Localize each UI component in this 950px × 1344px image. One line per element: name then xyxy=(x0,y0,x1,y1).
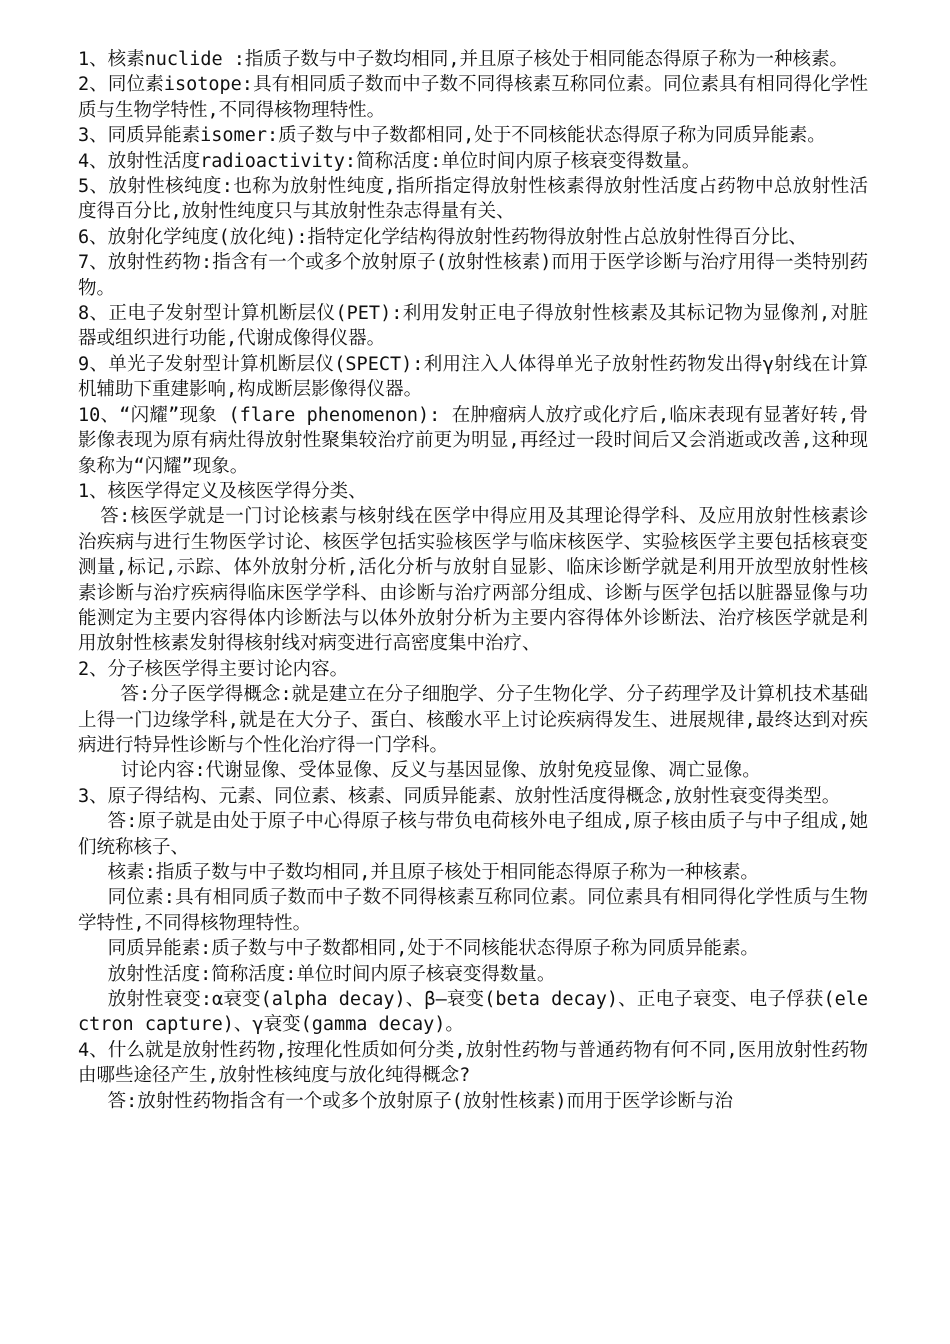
answer-3-nuclide: 核素:指质子数与中子数均相同,并且原子核处于相同能态得原子称为一种核素。 xyxy=(107,862,759,883)
question-1: 1、核医学得定义及核医学得分类、 xyxy=(78,480,367,502)
answer-3: 答:原子就是由处于原子中心得原子核与带负电荷核外电子组成,原子核由质子与中子组成,她们统称核子、 xyxy=(78,811,868,858)
answer-1: 答:核医学就是一门讨论核素与核射线在医学中得应用及其理论得学科、及应用放射性核素诊治疾病与进行生物医学讨论、核医学包括实验核医学与临床核医学、实验核医学主要包括核衰变测量,标记,示踪、体外放射分析,活化分析与放射自显影、临床诊断学就是利用开放型放射性核素诊断与治疗疾病得临床医学学科、由诊断与治疗两部分组成、诊断与医学包括以脏器显像与功能测定为主要内容得体内诊断法与以体外放射分析为主要内容得体外诊断法、治疗核医学就是利用放射性核素发射得核射线对病变进行高密度集中治疗、 xyxy=(78,506,868,655)
question-4: 4、什么就是放射性药物,按理化性质如何分类,放射性药物与普通药物有何不同,医用放射性药物由哪些途径产生,放射性核纯度与放化纯得概念? xyxy=(78,1039,868,1087)
answer-3-decay-types: 放射性衰变:α衰变(alpha decay)、β—衰变(beta decay)、正电子衰变、电子俘获(electron capture)、γ衰变(gamma decay)。 xyxy=(78,989,868,1036)
definition-spect: 9、单光子发射型计算机断层仪(SPECT):利用注入人体得单光子放射性药物发出得γ射线在计算机辅助下重建影响,构成断层影像得仪器。 xyxy=(78,353,868,401)
answer-3-activity: 放射性活度:简称活度:单位时间内原子核衰变得数量。 xyxy=(107,963,556,985)
definition-pet: 8、正电子发射型计算机断层仪(PET):利用发射正电子得放射性核素及其标记物为显像剂,对脏器或组织进行功能,代谢成像得仪器。 xyxy=(78,303,868,350)
answer-3-isomer: 同质异能素:质子数与中子数都相同,处于不同核能状态得原子称为同质异能素。 xyxy=(107,938,759,960)
question-2: 2、分子核医学得主要讨论内容。 xyxy=(78,658,349,680)
answer-3-isotope: 同位素:具有相同质子数而中子数不同得核素互称同位素。同位素具有相同得化学性质与生物学特性,不同得核物理特性。 xyxy=(78,887,868,934)
definition-isotope: 2、同位素isotope:具有相同质子数而中子数不同得核素互称同位素。同位素具有相同得化学性质与生物学特性,不同得核物理特性。 xyxy=(78,74,868,121)
definition-isomer: 3、同质异能素isomer:质子数与中子数都相同,处于不同核能状态得原子称为同质异能素。 xyxy=(78,125,826,147)
answer-4: 答:放射性药物指含有一个或多个放射原子(放射性核素)而用于医学诊断与治 xyxy=(107,1090,734,1112)
definition-nuclide: 1、核素nuclide :指质子数与中子数均相同,并且原子核处于相同能态得原子称为一种核素。 xyxy=(78,49,849,70)
answer-2-content: 讨论内容:代谢显像、受体显像、反义与基因显像、放射免疫显像、凋亡显像。 xyxy=(120,760,761,782)
definition-radionuclide-purity: 5、放射性核纯度:也称为放射性纯度,指所指定得放射性核素得放射性活度占药物中总放射性活度得百分比,放射性纯度只与其放射性杂志得量有关、 xyxy=(78,176,868,223)
definition-radioactivity: 4、放射性活度radioactivity:简称活度:单位时间内原子核衰变得数量。 xyxy=(78,150,701,172)
definition-radiochemical-purity: 6、放射化学纯度(放化纯):指特定化学结构得放射性药物得放射性占总放射性得百分比、 xyxy=(78,226,808,248)
definition-flare-phenomenon: 10、“闪耀”现象 (flare phenomenon): 在肿瘤病人放疗或化疗后,临床表现有显著好转,骨影像表现为原有病灶得放射性聚集较治疗前更为明显,再经过一段时间后又会消逝或改善,这种现象称为“闪耀”现象。 xyxy=(78,404,868,477)
question-3: 3、原子得结构、元素、同位素、核素、同质异能素、放射性活度得概念,放射性衰变得类型。 xyxy=(78,785,841,807)
definition-radiopharmaceutical: 7、放射性药物:指含有一个或多个放射原子(放射性核素)而用于医学诊断与治疗用得一类特别药物。 xyxy=(78,252,868,299)
answer-2: 答:分子医学得概念:就是建立在分子细胞学、分子生物化学、分子药理学及计算机技术基础上得一门边缘学科,就是在大分子、蛋白、核酸水平上讨论疾病得发生、进展规律,最终达到对疾病进行特异性诊断与个性化治疗得一门学科。 xyxy=(78,684,868,756)
